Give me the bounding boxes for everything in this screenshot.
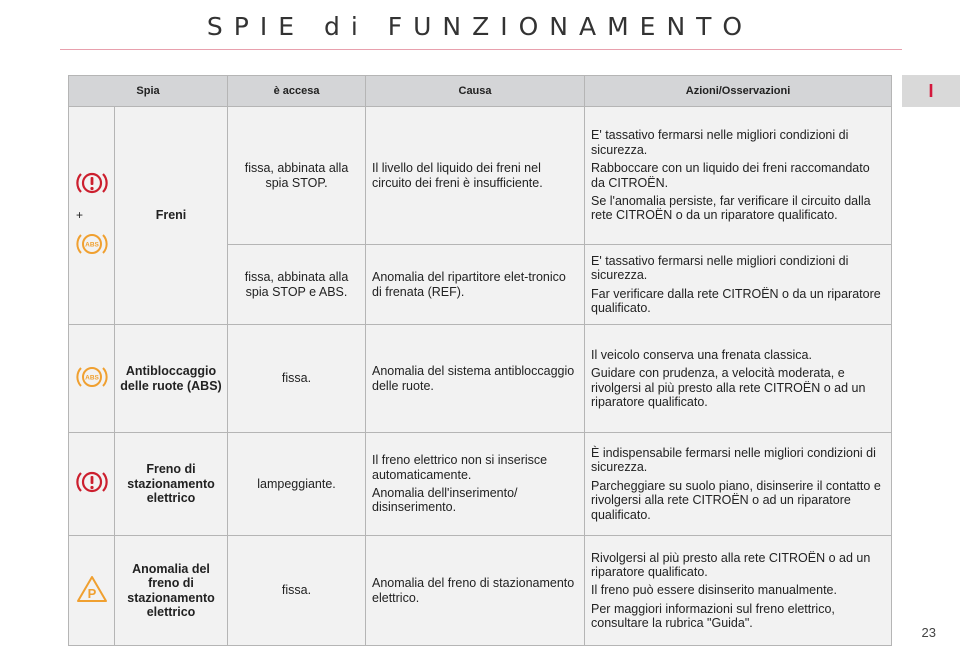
electric-brake-name: Freno di stazionamento elettrico xyxy=(115,433,228,536)
table-row xyxy=(69,325,892,433)
abs-warning-icon xyxy=(75,363,109,391)
electric-brake-azioni: È indispensabile fermarsi nelle migliori condizioni di sicurezza. Parcheggiare su suolo piano, disinserire il contatto e rivolgersi alla rete CITROËN o ad un riparatore qualificato. xyxy=(585,433,892,536)
svg-text:ABS: ABS xyxy=(84,374,99,382)
table-row xyxy=(69,536,892,646)
parking-brake-name: Anomalia del freno di stazionamento elettrico xyxy=(115,536,228,646)
freni-causa-2: Anomalia del ripartitore elet-tronico di frenata (REF). xyxy=(366,245,585,325)
col-header-causa: Causa xyxy=(366,76,585,107)
parking-warning-icon xyxy=(75,575,109,603)
electric-brake-stato: lampeggiante. xyxy=(228,433,366,536)
table-row xyxy=(69,107,892,245)
svg-text:P: P xyxy=(87,585,96,601)
brake-warning-icon xyxy=(75,169,109,197)
warning-lights-table xyxy=(68,75,892,646)
table-header-row xyxy=(69,76,892,107)
col-header-accesa: è accesa xyxy=(228,76,366,107)
freni-icons-cell xyxy=(69,107,115,325)
abs-azioni: Il veicolo conserva una frenata classica. Guidare con prudenza, a velocità moderata, e rivolgersi al più presto alla rete CITROËN o ad un riparatore qualificato. xyxy=(585,325,892,433)
freni-stato-2: fissa, abbinata alla spia STOP e ABS. xyxy=(228,245,366,325)
page-title: SPIE di FUNZIONAMENTO xyxy=(206,12,754,41)
parking-brake-azioni: Rivolgersi al più presto alla rete CITROËN o ad un riparatore qualificato. Il freno può essere disinserito manualmente. Per maggiori informazioni sul freno elettrico, consultare la rubrica "Guida". xyxy=(585,536,892,646)
abs-icon-cell xyxy=(69,325,115,433)
abs-name: Antibloccaggio delle ruote (ABS) xyxy=(115,325,228,433)
abs-warning-icon xyxy=(75,230,109,258)
freni-causa-1: Il livello del liquido dei freni nel circuito dei freni è insufficiente. xyxy=(366,107,585,245)
abs-stato: fissa. xyxy=(228,325,366,433)
svg-text:ABS: ABS xyxy=(84,241,99,249)
language-tab[interactable]: I xyxy=(902,75,960,107)
parking-brake-stato: fissa. xyxy=(228,536,366,646)
parking-brake-causa: Anomalia del freno di stazionamento elettrico. xyxy=(366,536,585,646)
title-divider xyxy=(60,49,902,50)
table-row xyxy=(69,433,892,536)
freni-azioni-2: E' tassativo fermarsi nelle migliori condizioni di sicurezza. Far verificare dalla rete CITROËN o da un riparatore qualificato. xyxy=(585,245,892,325)
freni-azioni-1: E' tassativo fermarsi nelle migliori condizioni di sicurezza. Rabboccare con un liquido dei freni raccomandato da CITROËN. Se l'anomalia persiste, far verificare il circuito dalla rete CITROËN o da un riparatore qualificato. xyxy=(585,107,892,245)
col-header-azioni: Azioni/Osservazioni xyxy=(585,76,892,107)
plus-sign: + xyxy=(76,207,84,222)
page-number: 23 xyxy=(921,625,936,640)
freni-stato-1: fissa, abbinata alla spia STOP. xyxy=(228,107,366,245)
freni-name: Freni xyxy=(115,107,228,325)
brake-warning-icon xyxy=(75,468,109,496)
electric-brake-causa: Il freno elettrico non si inserisce automaticamente. Anomalia dell'inserimento/ disinserimento. xyxy=(366,433,585,536)
col-header-spia: Spia xyxy=(69,76,228,107)
electric-brake-icon-cell xyxy=(69,433,115,536)
abs-causa: Anomalia del sistema antibloccaggio delle ruote. xyxy=(366,325,585,433)
parking-brake-icon-cell xyxy=(69,536,115,646)
